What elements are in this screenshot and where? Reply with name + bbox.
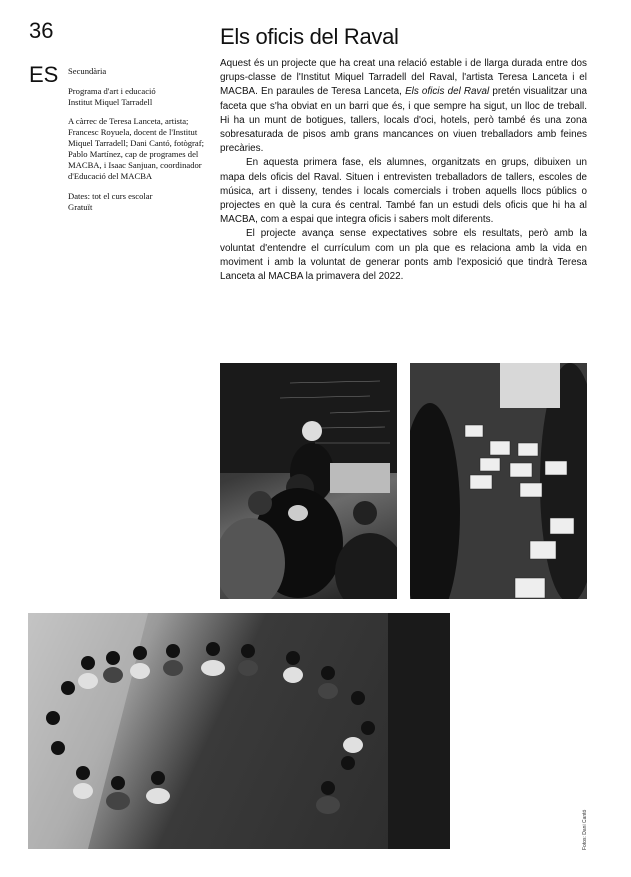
dates: Dates: tot el curs escolar [68, 190, 153, 201]
sidebar-info [68, 66, 208, 221]
photo-students-seated-in-circle [28, 613, 450, 849]
paragraph-1 [220, 57, 587, 156]
project-title-italic: Els oficis del Raval [405, 86, 490, 98]
text: pretén visualitzar una faceta que s'ha obviat en un barri que és, i que sempre ha sigut, un lloc de treball. Hi ha un munt de botigues, tallers, locals d'oci, hotels, però també és una zona sobresaturada de pisos amb grans mancances on viuen treballadors amb feines precàries. [220, 86, 588, 155]
level: Secundària [68, 66, 107, 76]
photo-students-at-chalkboard [220, 363, 397, 599]
text: Aquest és un projecte que ha creat una relació estable i de llarga durada entre dos grups-classe de l'Institut Miquel Tarradell del Raval, l'artista Teresa Lanceta i el MACBA. En paraules de Teresa Lanceta, [220, 58, 587, 98]
article-body [220, 57, 587, 284]
paragraph-2: En aquesta primera fase, els alumnes, organitzats en grups, dibuixen un mapa dels oficis del Raval. Situen i entrevisten treballadors de tallers, escoles de música, art i disseny, tendes i locals comercials i troben aquells llocs públics o projectes en què la cura és central. També fan un estudi dels oficis que hi ha al MACBA, com a espai que integra oficis i sabers molt diferents. [220, 157, 587, 226]
program [68, 86, 208, 108]
school-name: Institut Miquel Tarradell [68, 96, 153, 107]
credits: A càrrec de Teresa Lanceta, artista; Francesc Royuela, docent de l'Institut Miquel Tarradell; Dani Cantó, fotògraf; Pablo Martínez, cap de programes del MACBA, i Isaac Sanjuan, coordinador d'Educació del MACBA [68, 116, 204, 181]
program-name: Programa d'art i educació [68, 85, 156, 96]
article-title: Els oficis del Raval [220, 24, 399, 49]
price: Gratuït [68, 201, 93, 212]
schedule [68, 191, 208, 213]
photo-hands-with-photographs [410, 363, 587, 599]
photo-credit: Fotos: Dani Cantó [582, 809, 588, 850]
page-number: 36 [29, 18, 54, 43]
language-code: ES [29, 62, 59, 87]
paragraph-3: El projecte avança sense expectatives sobre els resultats, però amb la voluntat d'entendre el currículum com un pla que es relaciona amb la vida en moviment i amb la voluntat de generar ponts amb l'exposició que tindrà Teresa Lanceta al MACBA la primavera del 2022. [220, 228, 587, 283]
